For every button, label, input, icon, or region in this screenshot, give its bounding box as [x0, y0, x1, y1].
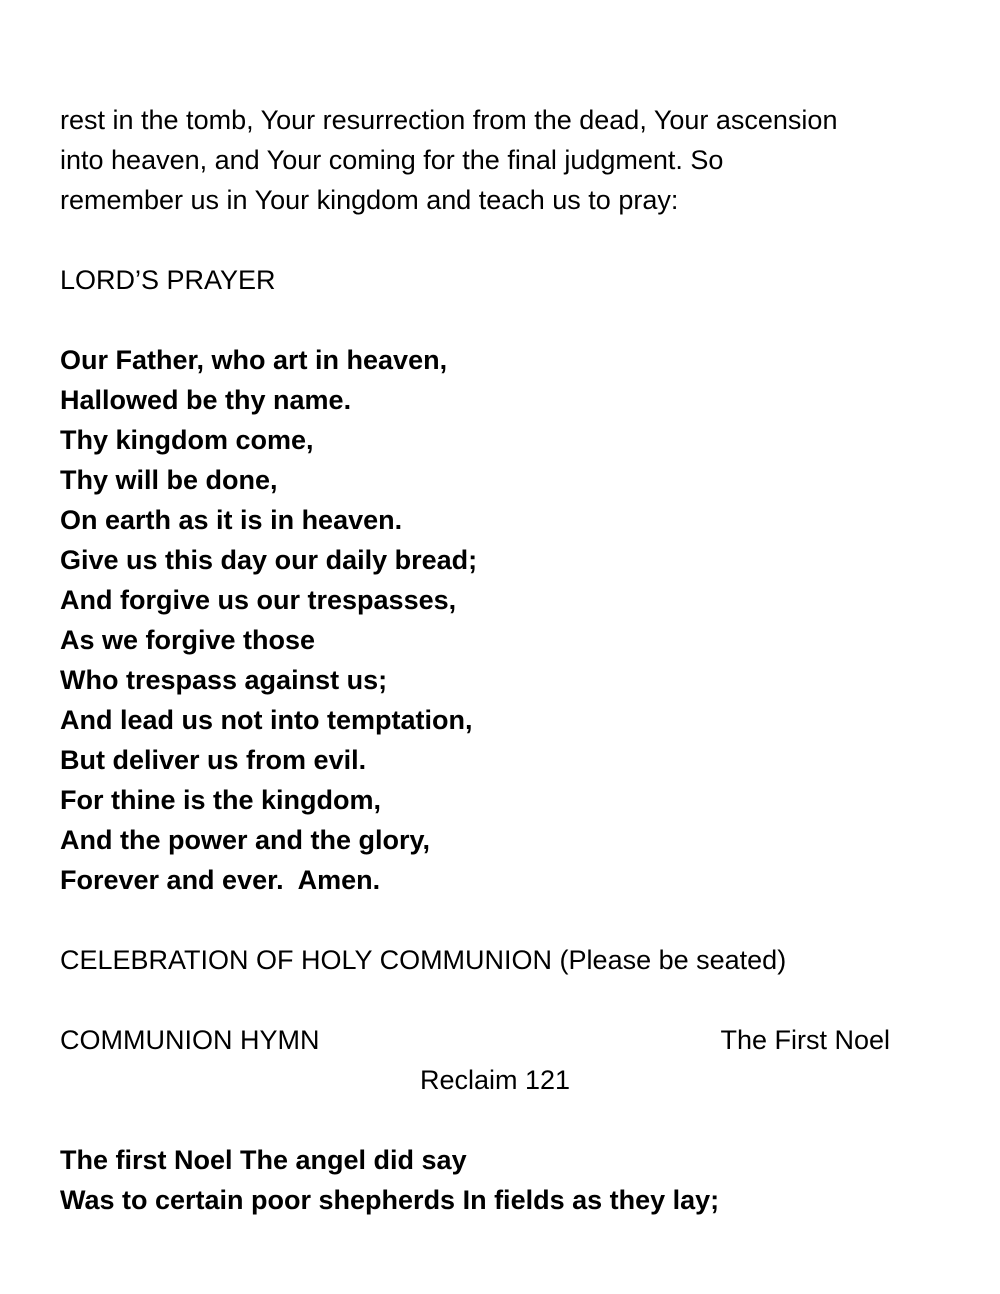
prayer-line: Our Father, who art in heaven, [60, 345, 448, 375]
prayer-line: As we forgive those [60, 625, 316, 655]
lords-prayer-text [60, 340, 930, 900]
intro-paragraph [60, 100, 930, 220]
prayer-line: And lead us not into temptation, [60, 705, 473, 735]
hymn-number: Reclaim 121 [419, 1065, 571, 1095]
verse-line: The first Noel The angel did say [60, 1145, 467, 1175]
lords-prayer-heading: LORD’S PRAYER [60, 265, 276, 295]
hymn-verse [60, 1140, 930, 1220]
hymn-title: The First Noel [720, 1025, 890, 1055]
prayer-line: And the power and the glory, [60, 825, 431, 855]
prayer-line: Hallowed be thy name. [60, 385, 352, 415]
prayer-line: Thy kingdom come, [60, 425, 314, 455]
intro-paragraph-line: remember us in Your kingdom and teach us to pray: [60, 185, 679, 215]
prayer-line: And forgive us our trespasses, [60, 585, 457, 615]
prayer-line: Who trespass against us; [60, 665, 388, 695]
prayer-line: For thine is the kingdom, [60, 785, 382, 815]
prayer-line: Thy will be done, [60, 465, 278, 495]
verse-line: Was to certain poor shepherds In fields as they lay; [60, 1185, 720, 1215]
communion-hymn-label: COMMUNION HYMN [60, 1025, 320, 1055]
intro-paragraph-line: rest in the tomb, Your resurrection from the dead, Your ascension [60, 105, 838, 135]
communion-heading: CELEBRATION OF HOLY COMMUNION (Please be seated) [60, 945, 787, 975]
prayer-line: Forever and ever. Amen. [60, 865, 381, 895]
communion-hymn-row [60, 1020, 930, 1060]
prayer-line: On earth as it is in heaven. [60, 505, 403, 535]
prayer-line: But deliver us from evil. [60, 745, 367, 775]
intro-paragraph-line: into heaven, and Your coming for the final judgment. So [60, 145, 724, 175]
prayer-line: Give us this day our daily bread; [60, 545, 478, 575]
